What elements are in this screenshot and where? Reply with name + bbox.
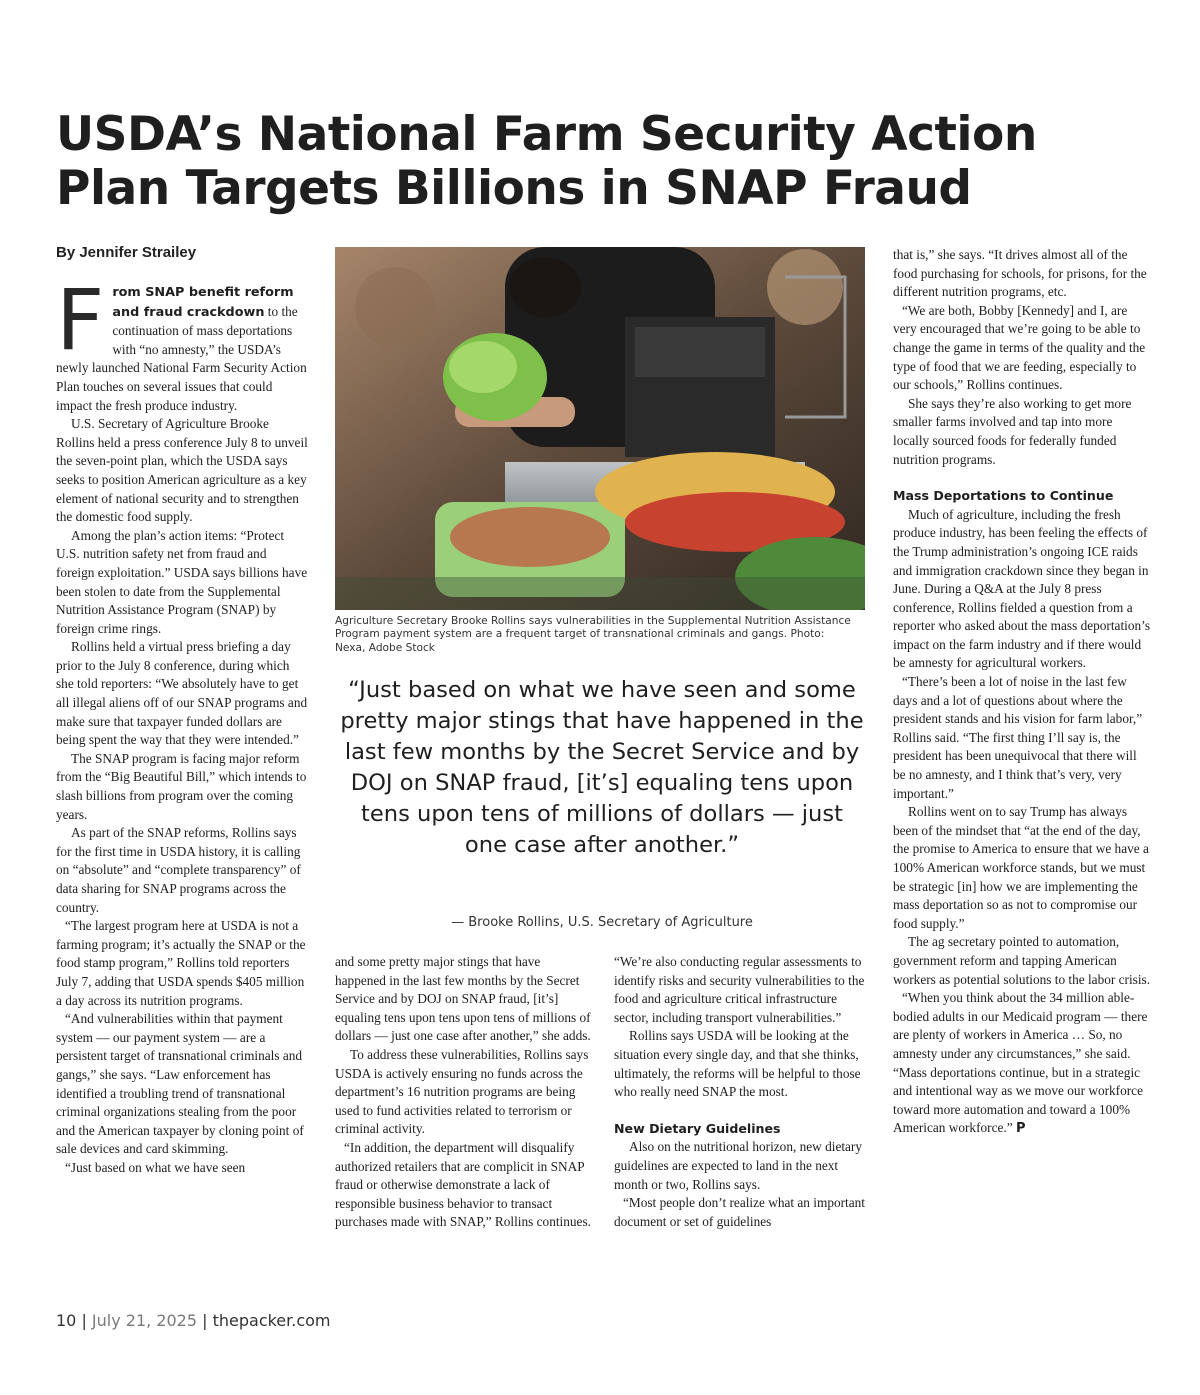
- issue-date: July 21, 2025: [91, 1311, 198, 1330]
- body-paragraph: “There’s been a lot of noise in the last few days and a lot of questions about where the president stands and his vision for farm labor,” Rollins said. “The first thing I’ll say is, the president has been unequivocal that there will be no amnesty, and I think that’s very, very important.”: [893, 674, 1143, 801]
- lead-text: to the continuation of mass deportations with “no amnesty,” the USDA’s newly launched National Farm Security Action Plan touches on several issues that could impact the fresh produce industry.: [56, 303, 307, 413]
- site-name: thepacker.com: [212, 1311, 331, 1330]
- body-paragraph: Rollins went on to say Trump has always been of the mindset that “at the end of the day, the promise to America to ensure that we have a 100% American workforce stands, but we must be strategic [in] how we are implementing the mass deportation so as not to compromise our food supply.”: [893, 804, 1149, 931]
- article-column-4: [893, 246, 1151, 1139]
- body-paragraph: The SNAP program is facing major reform from the “Big Beautiful Bill,” which intends to slash billions from program over the coming years.: [56, 750, 307, 822]
- lead-bold-text: rom SNAP benefit reform and fraud crackdown: [112, 285, 294, 320]
- body-paragraph: “Most people don’t realize what an important document or set of guidelines: [614, 1195, 865, 1229]
- body-paragraph: “And vulnerabilities within that payment system — our payment system — are a persistent target of transnational criminals and gangs,” she says. “Law enforcement has identified a troubling trend of transnational criminal organizations stealing from the poor and the American taxpayer by cloning point of sale devices and card skimming.: [56, 1011, 304, 1157]
- page-number: 10: [56, 1311, 77, 1330]
- article-column-3: [614, 953, 868, 1231]
- drop-cap: F: [56, 271, 105, 369]
- body-paragraph: Among the plan’s action items: “Protect U.S. nutrition safety net from fraud and foreign exploitation.” USDA says billions have been stolen to date from the Supplemental Nutrition Assistance Program (SNAP) by foreign crime rings.: [56, 527, 308, 636]
- pull-quote-attribution: — Brooke Rollins, U.S. Secretary of Agriculture: [451, 915, 753, 930]
- body-paragraph: and some pretty major stings that have happened in the last few months by the Secret Service and by DOJ on SNAP fraud, [it’s] equaling tens upon tens upon tens of millions of dollars — just one case after another,” she adds.: [335, 954, 591, 1044]
- body-paragraph: “We are both, Bobby [Kennedy] and I, are very encouraged that we’re going to be able to change the game in terms of the quality and the type of food that we are feeding, especially to our schools,” Rollins continues.: [893, 302, 1146, 393]
- headline: [56, 108, 1156, 216]
- body-paragraph: She says they’re also working to get more smaller farms involved and tap into more locally sourced foods for federally funded nutrition programs.: [893, 395, 1132, 467]
- pull-quote: “Just based on what we have seen and some pretty major stings that have happened in the last few months by the Secret Service and by DOJ on SNAP fraud, [it’s] equaling tens upon tens upon tens of millions of dollars — just one case after another.”: [340, 677, 864, 858]
- body-paragraph: Also on the nutritional horizon, new dietary guidelines are expected to land in the next month or two, Rollins says.: [614, 1139, 863, 1192]
- body-paragraph: The ag secretary pointed to automation, government reform and tapping American workers as potential solutions to the labor crisis.: [893, 934, 1151, 987]
- body-paragraph: Rollins held a virtual press briefing a day prior to the July 8 conference, during which she told reporters: “We absolutely have to get all illegal aliens off of our SNAP programs and make sure that taxpayer funded dollars are being spent the way that they were intended.”: [56, 639, 308, 748]
- body-paragraph: Much of agriculture, including the fresh produce industry, has been feeling the effects of the Trump administration’s ongoing ICE raids and immigration crackdown since they began in June. During a Q&A at the July 8 press conference, Rollins fielded a question from a reporter who asked about the mass deportation’s impact on the farm industry and if there would be amnesty for agricultural workers.: [893, 506, 1151, 671]
- body-paragraph: “Just based on what we have seen: [65, 1159, 246, 1175]
- body-paragraph: To address these vulnerabilities, Rollins says USDA is actively ensuring no funds across the department’s 16 nutrition programs are being used to fund activities related to terrorism or criminal activity.: [335, 1046, 589, 1137]
- body-paragraph: “The largest program here at USDA is not a farming program; it’s actually the SNAP or the food stamp program,” Rollins told reporters July 7, adding that USDA spends $405 million a day across its nutrition programs.: [56, 918, 306, 1008]
- body-paragraph: [893, 989, 1151, 1139]
- headline-line-2: Plan Targets Billions in SNAP Fraud: [56, 161, 972, 216]
- body-paragraph: that is,” she says. “It drives almost all of the food purchasing for schools, for prisons, for the different nutrition programs, etc.: [893, 247, 1147, 300]
- body-paragraph: Rollins says USDA will be looking at the situation every single day, and that she thinks, ultimately, the reforms will be helpful to those who really need SNAP the most.: [614, 1028, 861, 1100]
- headline-line-1: USDA’s National Farm Security Action: [56, 107, 1037, 162]
- body-paragraph: U.S. Secretary of Agriculture Brooke Rollins held a press conference July 8 to unveil the seven-point plan, which the USDA says seeks to position American agriculture as a key element of national security and to strengthen the domestic food supply.: [56, 416, 308, 525]
- article-column-2: [335, 953, 591, 1232]
- page-footer: 10 | July 21, 2025 | thepacker.com: [56, 1311, 331, 1330]
- photo-caption: Agriculture Secretary Brooke Rollins says vulnerabilities in the Supplemental Nutrition Assistance Program payment system are a frequent target of transnational criminals and gangs. Photo: Nexa, Adobe Stock: [335, 615, 851, 654]
- end-mark: P: [1015, 1121, 1026, 1137]
- final-paragraph-text: “When you think about the 34 million able-bodied adults in our Medicaid program — there are plenty of workers in America … So, no amnesty under any circumstances,” she said. “Mass deportations continue, but in a strategic and intentional way as we move our workforce toward more automation and toward a 100% American workforce.”: [893, 990, 1148, 1136]
- article-column-1: [56, 271, 308, 1178]
- body-paragraph: “We’re also conducting regular assessments to identify risks and security vulnerabilities to the food and agriculture critical infrastructure sector, including transport vulnerabilities.”: [614, 954, 865, 1025]
- body-paragraph: “In addition, the department will disqualify authorized retailers that are complicit in SNAP fraud or otherwise demonstrate a lack of responsible business behavior to transact purchases made with SNAP,” Rollins continues.: [335, 1139, 591, 1230]
- section-heading: Mass Deportations to Continue: [893, 488, 1114, 504]
- byline: By Jennifer Strailey: [56, 244, 197, 261]
- body-paragraph: As part of the SNAP reforms, Rollins says for the first time in USDA history, it is calling on “absolute” and “complete transparency” of data sharing for SNAP programs across the country.: [56, 825, 301, 915]
- lead-paragraph: [56, 271, 308, 415]
- article-photo: [335, 247, 865, 610]
- section-heading: New Dietary Guidelines: [614, 1120, 781, 1136]
